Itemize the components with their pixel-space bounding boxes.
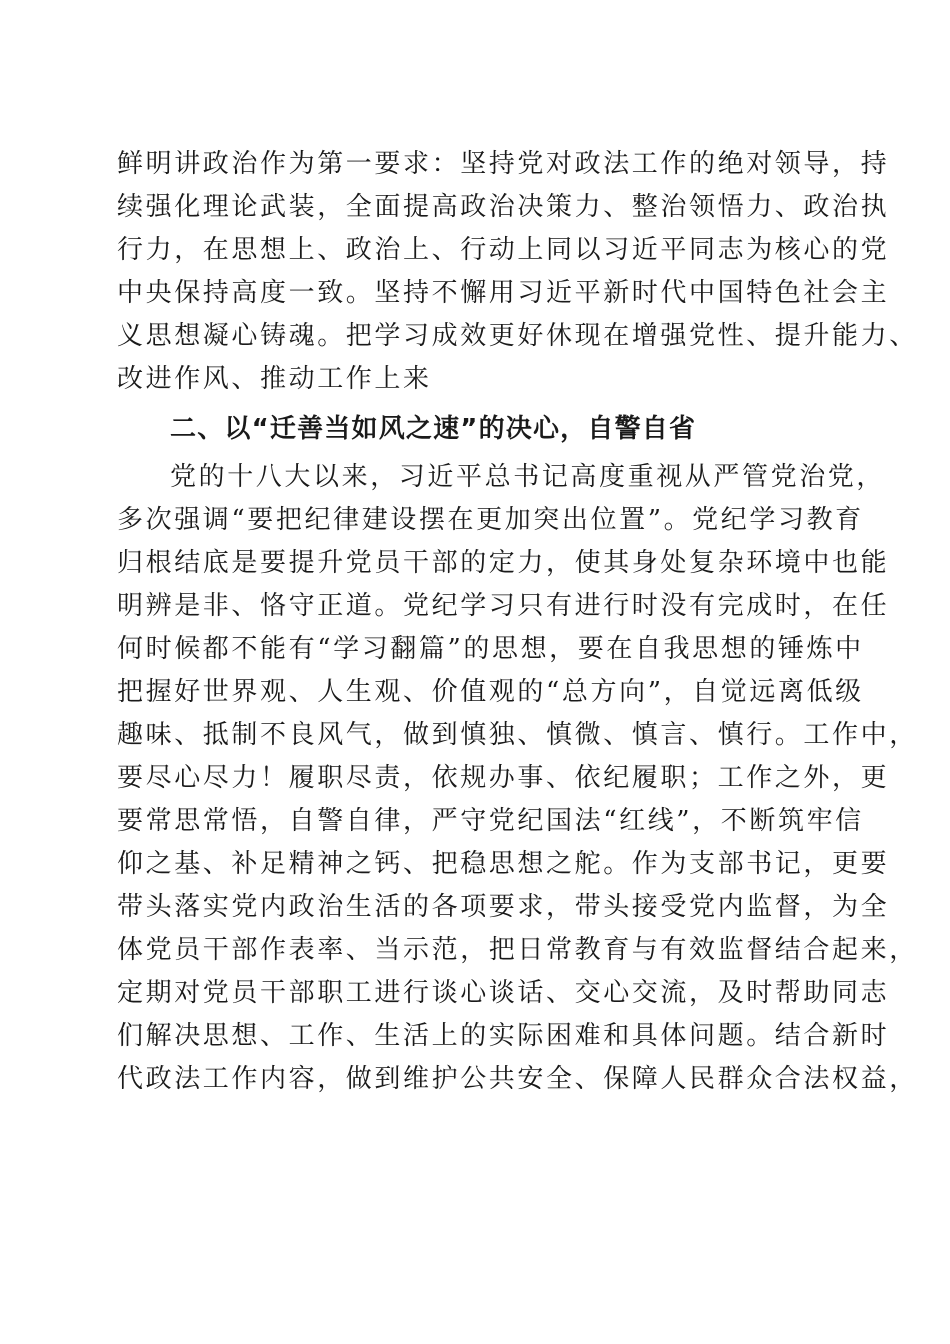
- paragraph-line: 中央保持高度一致。坚持不懈用习近平新时代中国特色社会主: [117, 278, 890, 308]
- paragraph-line: 归根结底是要提升党员干部的定力，使其身处复杂环境中也能: [117, 548, 890, 578]
- section-heading: 二、以“迁善当如风之速”的决心，自警自省: [170, 414, 697, 444]
- paragraph-line: 仰之基、补足精神之钙、把稳思想之舵。作为支部书记，更要: [117, 849, 890, 879]
- paragraph-line: 续强化理论武装，全面提高政治决策力、整治领悟力、政治执: [117, 192, 890, 222]
- paragraph-line: 要常思常悟，自警自律，严守党纪国法“红线”，不断筑牢信: [117, 806, 864, 836]
- paragraph-line: 们解决思想、工作、生活上的实际困难和具体问题。结合新时: [117, 1021, 890, 1051]
- paragraph-line: 带头落实党内政治生活的各项要求，带头接受党内监督，为全: [117, 892, 890, 922]
- paragraph-line: 鲜明讲政治作为第一要求：坚持党对政法工作的绝对领导，持: [117, 149, 890, 179]
- paragraph-line: 多次强调“要把纪律建设摆在更加突出位置”。党纪学习教育: [117, 505, 864, 535]
- paragraph-line: 行力，在思想上、政治上、行动上同以习近平同志为核心的党: [117, 235, 890, 265]
- paragraph-line: 趣味、抵制不良风气，做到慎独、慎微、慎言、慎行。工作中，: [117, 720, 918, 750]
- paragraph-line: 代政法工作内容，做到维护公共安全、保障人民群众合法权益，: [117, 1064, 918, 1094]
- paragraph-line: 何时候都不能有“学习翻篇”的思想，要在自我思想的锤炼中: [117, 634, 864, 664]
- paragraph-line: 明辨是非、恪守正道。党纪学习只有进行时没有完成时，在任: [117, 591, 890, 621]
- paragraph-line: 改进作风、推动工作上来: [117, 364, 432, 394]
- paragraph-line: 党的十八大以来，习近平总书记高度重视从严管党治党，: [170, 462, 886, 492]
- paragraph-line: 把握好世界观、人生观、价值观的“总方向”，自觉远离低级: [117, 677, 864, 707]
- paragraph-line: 体党员干部作表率、当示范，把日常教育与有效监督结合起来，: [117, 935, 918, 965]
- paragraph-line: 义思想凝心铸魂。把学习成效更好休现在增强党性、提升能力、: [117, 321, 918, 351]
- paragraph-line: 定期对党员干部职工进行谈心谈话、交心交流，及时帮助同志: [117, 978, 890, 1008]
- paragraph-line: 要尽心尽力！履职尽责，依规办事、依纪履职；工作之外，更: [117, 763, 890, 793]
